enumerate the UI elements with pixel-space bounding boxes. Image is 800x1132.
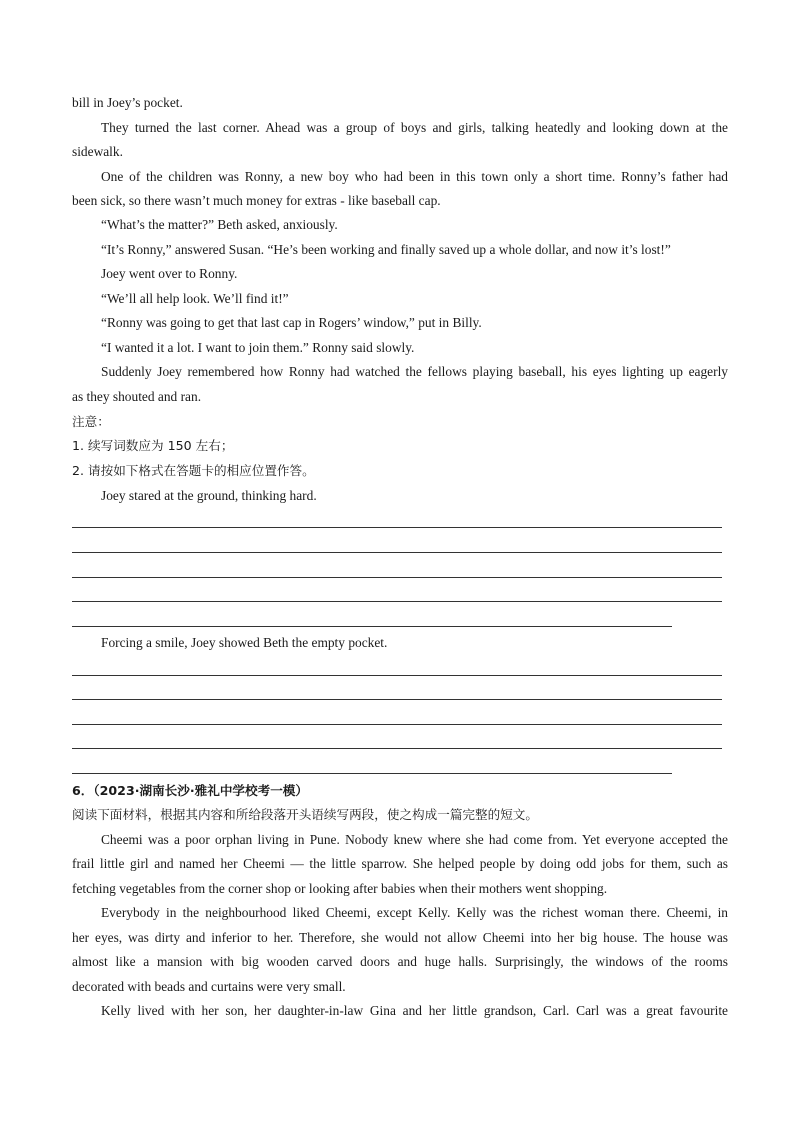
story-line: bill in Joey’s pocket.: [72, 95, 183, 110]
story-line: as they shouted and ran.: [72, 389, 202, 404]
story-line: One of the children was Ronny, a new boy who had been in this town only a short time. Ronny’s father had: [101, 169, 728, 184]
answer-line[interactable]: [72, 577, 722, 578]
passage-line: frail little girl and named her Cheemi — the little sparrow. She helped people by doing odd jobs for them, such as: [72, 856, 728, 871]
passage-line: decorated with beads and curtains were very small.: [72, 979, 346, 994]
answer-line[interactable]: [72, 527, 722, 528]
passage-line: Everybody in the neighbourhood liked Cheemi, except Kelly. Kelly was the richest woman there. Cheemi, in: [101, 905, 728, 920]
dialogue-line: “I wanted it a lot. I want to join them.” Ronny said slowly.: [101, 340, 415, 355]
dialogue-line: “Ronny was going to get that last cap in Rogers’ window,” put in Billy.: [101, 315, 482, 330]
passage-line: fetching vegetables from the corner shop or looking after babies when their mothers went shopping.: [72, 881, 608, 896]
answer-line[interactable]: [72, 773, 672, 774]
passage-line: Kelly lived with her son, her daughter-in-law Gina and her little grandson, Carl. Carl was a great favourite: [101, 1003, 728, 1018]
passage-line: Cheemi was a poor orphan living in Pune. Nobody knew where she had come from. Yet everyone accepted the: [101, 832, 728, 847]
answer-line[interactable]: [72, 699, 722, 700]
passage-line: almost like a mansion with big wooden carved doors and huge halls. Surprisingly, the windows of the rooms: [72, 954, 728, 969]
story-line: sidewalk.: [72, 144, 123, 159]
dialogue-line: “We’ll all help look. We’ll find it!”: [101, 291, 289, 306]
answer-line[interactable]: [72, 552, 722, 553]
dialogue-line: “What’s the matter?” Beth asked, anxiously.: [101, 217, 338, 232]
dialogue-line: “It’s Ronny,” answered Susan. “He’s been working and finally saved up a whole dollar, and now it’s lost!”: [101, 242, 671, 257]
story-line: Joey went over to Ronny.: [101, 266, 238, 281]
answer-line[interactable]: [72, 601, 722, 602]
answer-line[interactable]: [72, 675, 722, 676]
story-line: been sick, so there wasn’t much money for extras - like baseball cap.: [72, 193, 441, 208]
answer-line[interactable]: [72, 724, 722, 725]
notes-item: 2. 请按如下格式在答题卡的相应位置作答。: [72, 463, 315, 478]
answer-line[interactable]: [72, 626, 672, 627]
story-line: They turned the last corner. Ahead was a group of boys and girls, talking heatedly and looking down at the: [101, 120, 728, 135]
question-instruction: 阅读下面材料，根据其内容和所给段落开头语续写两段，使之构成一篇完整的短文。: [72, 807, 538, 822]
question-header: 6．（2023·湖南长沙·雅礼中学校考一模）: [72, 783, 308, 798]
paragraph-prompt-1: Joey stared at the ground, thinking hard.: [101, 488, 317, 503]
passage-line: her eyes, was dirty and inferior to her. Therefore, she would not allow Cheemi into her big house. The house was: [72, 930, 728, 945]
answer-line[interactable]: [72, 748, 722, 749]
notes-item: 1. 续写词数应为 150 左右；: [72, 438, 234, 453]
paragraph-prompt-2: Forcing a smile, Joey showed Beth the empty pocket.: [101, 635, 388, 650]
notes-heading: 注意：: [72, 414, 110, 429]
story-line: Suddenly Joey remembered how Ronny had watched the fellows playing baseball, his eyes lighting up eagerly: [101, 364, 728, 379]
